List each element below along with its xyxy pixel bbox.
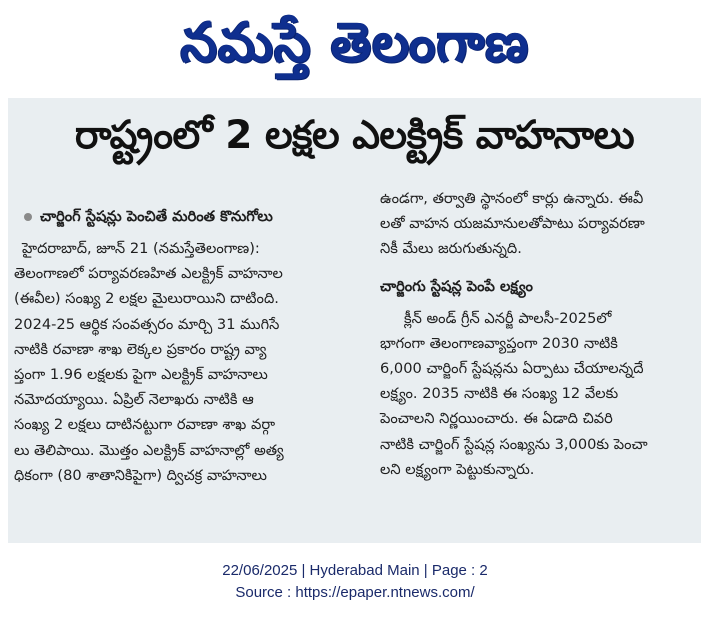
masthead — [0, 0, 710, 92]
text-line: లని లక్ష్యంగా పెట్టుకున్నారు. — [380, 460, 535, 478]
news-clipping — [8, 98, 701, 543]
masthead-logo: నమస్తే తెలంగాణ — [180, 11, 530, 75]
footer-source: Source : https://epaper.ntnews.com/ — [235, 584, 475, 601]
right-subheading: చార్జింగు స్టేషన్ల పెంపే లక్ష్యం — [380, 277, 533, 295]
text-line: నాటికి రవాణా శాఖ లెక్కల ప్రకారం రాష్ట్ర వ్యా — [14, 340, 267, 358]
footer-date-edition: 22/06/2025 | Hyderabad Main | Page : 2 — [222, 562, 488, 579]
article-headline: రాష్ట్రంలో 2 లక్షల ఎలక్ట్రిక్ వాహనాలు — [74, 113, 635, 158]
text-line: ప్తంగా 1.96 లక్షలకు పైగా ఎలక్ట్రిక్ వాహనాలు — [14, 366, 268, 384]
text-line: నాటికి చార్జింగ్ స్టేషన్ల సంఖ్యను 3,000కు పెంచా — [380, 435, 648, 453]
text-line: భాగంగా తెలంగాణవ్యాప్తంగా 2030 నాటికి — [380, 334, 618, 352]
text-line: లు తెలిపాయి. మొత్తం ఎలక్ట్రిక్ వాహనాల్లో అత్య — [14, 441, 284, 459]
left-subheading-text: చార్జింగ్ స్టేషన్లు పెంచితే మరింత కొనుగోలు — [40, 208, 273, 225]
text-line: లతో వాహన యజమానులతోపాటు పర్యావరణా — [380, 215, 645, 233]
bullet-icon — [24, 213, 32, 221]
text-line: లక్ష్యం. 2035 నాటికి ఈ సంఖ్య 12 వేలకు — [380, 385, 619, 403]
text-line: 6,000 చార్జింగ్ స్టేషన్లను ఏర్పాటు చేయాలన్నదే — [380, 360, 644, 378]
text-line: హైదరాబాద్, జూన్ 21 (నమస్తేతెలంగాణ): — [22, 240, 260, 257]
text-line: పెంచాలని నిర్ణయించారు. ఈ ఏడాది చివరి — [380, 410, 613, 428]
text-line: క్లీన్ అండ్ గ్రీన్ ఎనర్జీ పాలసీ-2025లో — [404, 309, 612, 327]
left-subheading — [14, 202, 354, 232]
text-line: సంఖ్య 2 లక్షలు దాటినట్టుగా రవాణా శాఖ వర్గా — [14, 416, 276, 434]
text-line: ఉండగా, తర్వాతి స్థానంలో కార్లు ఉన్నారు. ఈవీ — [380, 190, 644, 207]
text-line: (ఈవీల) సంఖ్య 2 లక్షల మైలురాయిని దాటింది. — [14, 290, 279, 308]
text-line: తెలంగాణలో పర్యావరణహిత ఎలక్ట్రిక్ వాహనాల — [14, 265, 283, 283]
left-column — [14, 204, 354, 488]
text-line: నికీ మేలు జరుగుతున్నది. — [380, 240, 522, 258]
text-line: 2024-25 ఆర్థిక సంవత్సరం మార్చి 31 ముగిసే — [14, 315, 280, 333]
text-line: ధికంగా (80 శాతానికిపైగా) ద్విచక్ర వాహనాలు — [14, 466, 267, 484]
right-column — [380, 186, 692, 482]
text-line: నమోదయ్యాయి. ఏప్రిల్ నెలాఖరు నాటికి ఆ — [14, 391, 254, 409]
